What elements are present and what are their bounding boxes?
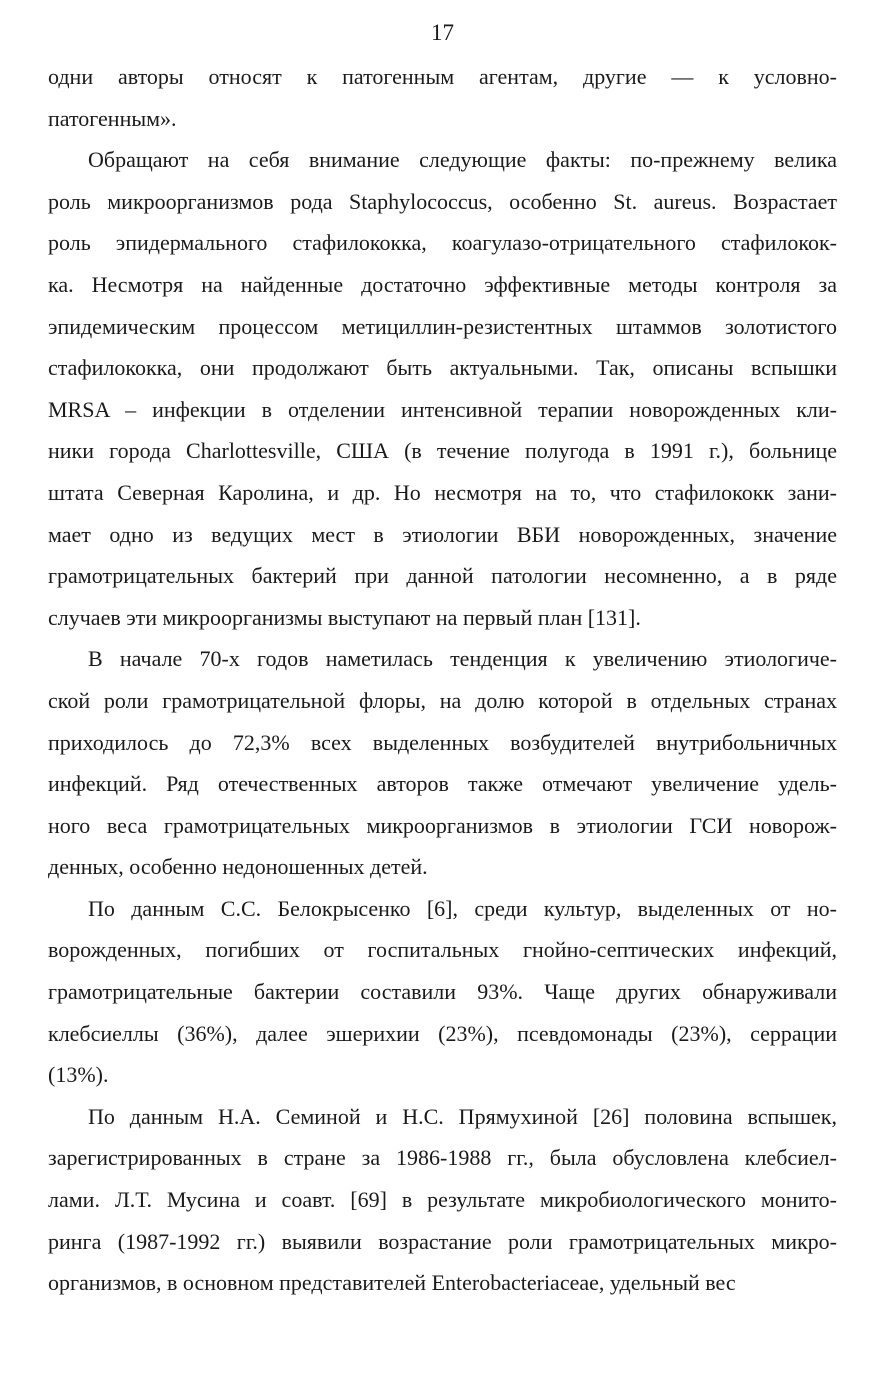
text-line-content: приходилось до 72,3% всех выделенных возбудителей внутрибольничных (48, 729, 837, 755)
text-line (48, 306, 837, 348)
text-line (48, 929, 837, 971)
text-line-content: стафилококка, они продолжают быть актуальными. Так, описаны вспышки (48, 355, 837, 381)
text-line (48, 222, 837, 264)
text-line-content: организмов, в основном представителей Enterobacteriaceae, удельный вес (48, 1270, 736, 1296)
text-line (48, 805, 837, 847)
text-line (48, 763, 837, 805)
text-line (48, 1262, 837, 1304)
text-line-content: мает одно из ведущих мест в этиологии ВБИ новорожденных, значение (48, 521, 837, 547)
paragraph (48, 56, 837, 139)
text-line (48, 181, 837, 223)
text-line-content: По данным Н.А. Семиной и Н.С. Прямухиной [26] половина вспышек, (88, 1103, 837, 1129)
text-line (48, 139, 837, 181)
text-line (48, 1013, 837, 1055)
text-line-content: штата Северная Каролина, и др. Но несмотря на то, что стафилококк зани- (48, 479, 837, 505)
paragraph (48, 1096, 837, 1304)
text-line-content: грамотрицательных бактерий при данной патологии несомненно, а в ряде (48, 563, 837, 589)
text-line (48, 514, 837, 556)
text-line-content: ного веса грамотрицательных микроорганизмов в этиологии ГСИ новорож- (48, 812, 837, 838)
text-line (48, 56, 837, 98)
text-line (48, 389, 837, 431)
text-line-content: эпидемическим процессом метициллин-резистентных штаммов золотистого (48, 313, 837, 339)
text-line-content: роль эпидермального стафилококка, коагулазо-отрицательного стафилокок- (48, 230, 837, 256)
page-number: 17 (431, 20, 454, 45)
text-line-content: ринга (1987-1992 гг.) выявили возрастание роли грамотрицательных микро- (48, 1228, 837, 1254)
text-line-content: ка. Несмотря на найденные достаточно эффективные методы контроля за (48, 271, 837, 297)
text-line (48, 638, 837, 680)
text-line (48, 264, 837, 306)
text-line-content: инфекций. Ряд отечественных авторов также отмечают увеличение удель- (48, 771, 837, 797)
paragraph (48, 139, 837, 638)
text-line (48, 347, 837, 389)
text-line (48, 1179, 837, 1221)
text-line (48, 888, 837, 930)
text-line (48, 971, 837, 1013)
text-line-content: грамотрицательные бактерии составили 93%. Чаще других обнаруживали (48, 979, 837, 1005)
text-line-content: клебсиеллы (36%), далее эшерихии (23%), псевдомонады (23%), серрации (48, 1020, 837, 1046)
text-line-content: лами. Л.Т. Мусина и соавт. [69] в результате микробиологического монито- (48, 1187, 837, 1213)
text-line-content: Обращают на себя внимание следующие факты: по-прежнему велика (88, 147, 837, 173)
text-line (48, 1054, 837, 1096)
text-line (48, 430, 837, 472)
text-line-content: ворожденных, погибших от госпитальных гнойно-септических инфекций, (48, 937, 837, 963)
text-line-content: зарегистрированных в стране за 1986-1988 гг., была обусловлена клебсиел- (48, 1145, 837, 1171)
text-line-content: MRSA – инфекции в отделении интенсивной терапии новорожденных кли- (48, 396, 837, 422)
text-line (48, 1137, 837, 1179)
text-line (48, 680, 837, 722)
text-line-content: денных, особенно недоношенных детей. (48, 854, 428, 880)
text-line (48, 846, 837, 888)
text-line-content: По данным С.С. Белокрысенко [6], среди культур, выделенных от но- (88, 895, 837, 921)
paragraph (48, 888, 837, 1096)
text-line (48, 555, 837, 597)
body-text (48, 56, 837, 1304)
text-line-content: ники города Charlottesville, США (в течение полугода в 1991 г.), больнице (48, 438, 837, 464)
text-line-content: патогенным». (48, 105, 177, 131)
text-line-content: (13%). (48, 1062, 109, 1088)
text-line (48, 1096, 837, 1138)
text-line-content: роль микроорганизмов рода Staphylococcus, особенно St. aureus. Возрастает (48, 188, 837, 214)
text-line (48, 722, 837, 764)
text-line-content: В начале 70-х годов наметилась тенденция к увеличению этиологиче- (88, 646, 837, 672)
text-line (48, 98, 837, 140)
text-line-content: ской роли грамотрицательной флоры, на долю которой в отдельных странах (48, 687, 837, 713)
text-line-content: случаев эти микроорганизмы выступают на первый план [131]. (48, 604, 641, 630)
text-line (48, 472, 837, 514)
text-line-content: одни авторы относят к патогенным агентам, другие — к условно- (48, 64, 837, 89)
paragraph (48, 638, 837, 888)
text-line (48, 597, 837, 639)
text-line (48, 1221, 837, 1263)
